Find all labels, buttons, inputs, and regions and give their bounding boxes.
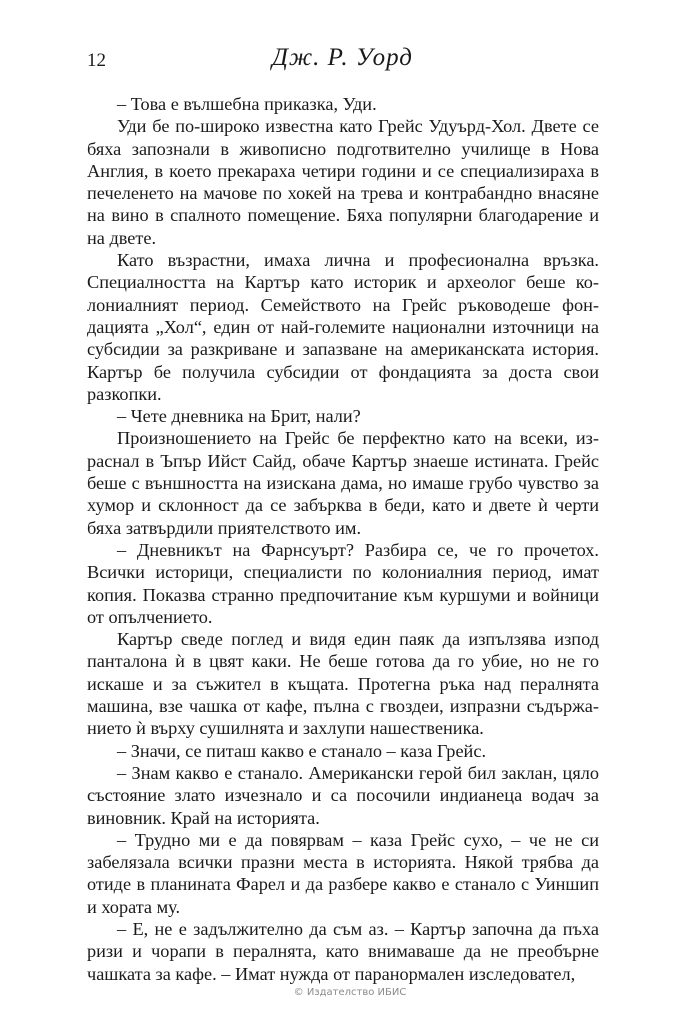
body-text (87, 93, 599, 985)
page-number: 12 (87, 50, 106, 71)
paragraph: – Това е вълшебна приказка, Уди. (117, 94, 377, 114)
paragraph: – Дневникът на Фарнсуърт? Разбира се, че го прочетох. Всички историци, специалисти по колониалния период, имат копия. Показва странно предпочитание към куршуми и войници от опълчението. (87, 539, 599, 627)
paragraph: Като възрастни, имаха лична и професионална връзка. Специалността на Картър като историк и археолог беше колониалният период. Семейството на Грейс ръководеше фондацията „Хол“, един от най-големите национални източници на субсидии за разкриване и запазване на американската история. Картър бе получила субсидии от фондацията за доста свои разкопки. (87, 250, 599, 404)
publisher-copyright: © Издателство ИБИС (293, 987, 407, 998)
paragraph: Уди бе по-широко известна като Грейс Удуърд-Хол. Двете се бяха запознали в живописно подготвително училище в Нова Англия, в което прекараха четири години и се специализираха в печеленето на мачове по хокей на трева и контрабандно внасяне на вино в спалното помещение. Бяха популярни благодарение и на двете. (87, 116, 599, 248)
paragraph: – Трудно ми е да повярвам – каза Грейс сухо, – че не си забелязала всички празни места в историята. Някой трябва да отиде в планината Фарел и да разбере какво е станало с Уиншип и хората му. (87, 829, 599, 917)
paragraph: – Значи, се питаш какво е станало – каза Грейс. (117, 740, 487, 761)
paragraph: – Знам какво е станало. Американски герой бил заклан, цяло състояние злато изчезнало и са посочили индианеца водач за виновник. Край на историята. (87, 762, 599, 828)
paragraph: Произношението на Грейс бе перфектно като на всеки, израснал в Ъпър Ийст Сайд, обаче Картър знаеше истината. Грейс беше с външността на изискана дама, но имаше грубо чувство за хумор и склонност да се забърква в беди, като и двете ѝ черти бяха затвърдили приятелството им. (87, 428, 599, 538)
paragraph: – Чете дневника на Брит, нали? (117, 406, 361, 427)
page-header (87, 44, 599, 80)
paragraph: – Е, не е задължително да съм аз. – Картър започна да пъха ризи и чорапи в пералнята, като внимаваше да не преобърне чашката за кафе. – Имат нужда от паранормален изследовател, (87, 918, 599, 984)
paragraph: Картър сведе поглед и видя един паяк да изпълзява изпод панталона ѝ в цвят каки. Не беше готова да го убие, но не го искаше и за съжител в къщата. Протегна ръка над пералнята машина, взе чашка от кафе, пълна с гвоздеи, изпразни съдържанието ѝ върху сушилнята и захлупи нашественика. (87, 629, 599, 739)
running-head-author: Дж. Р. Уорд (272, 44, 413, 71)
